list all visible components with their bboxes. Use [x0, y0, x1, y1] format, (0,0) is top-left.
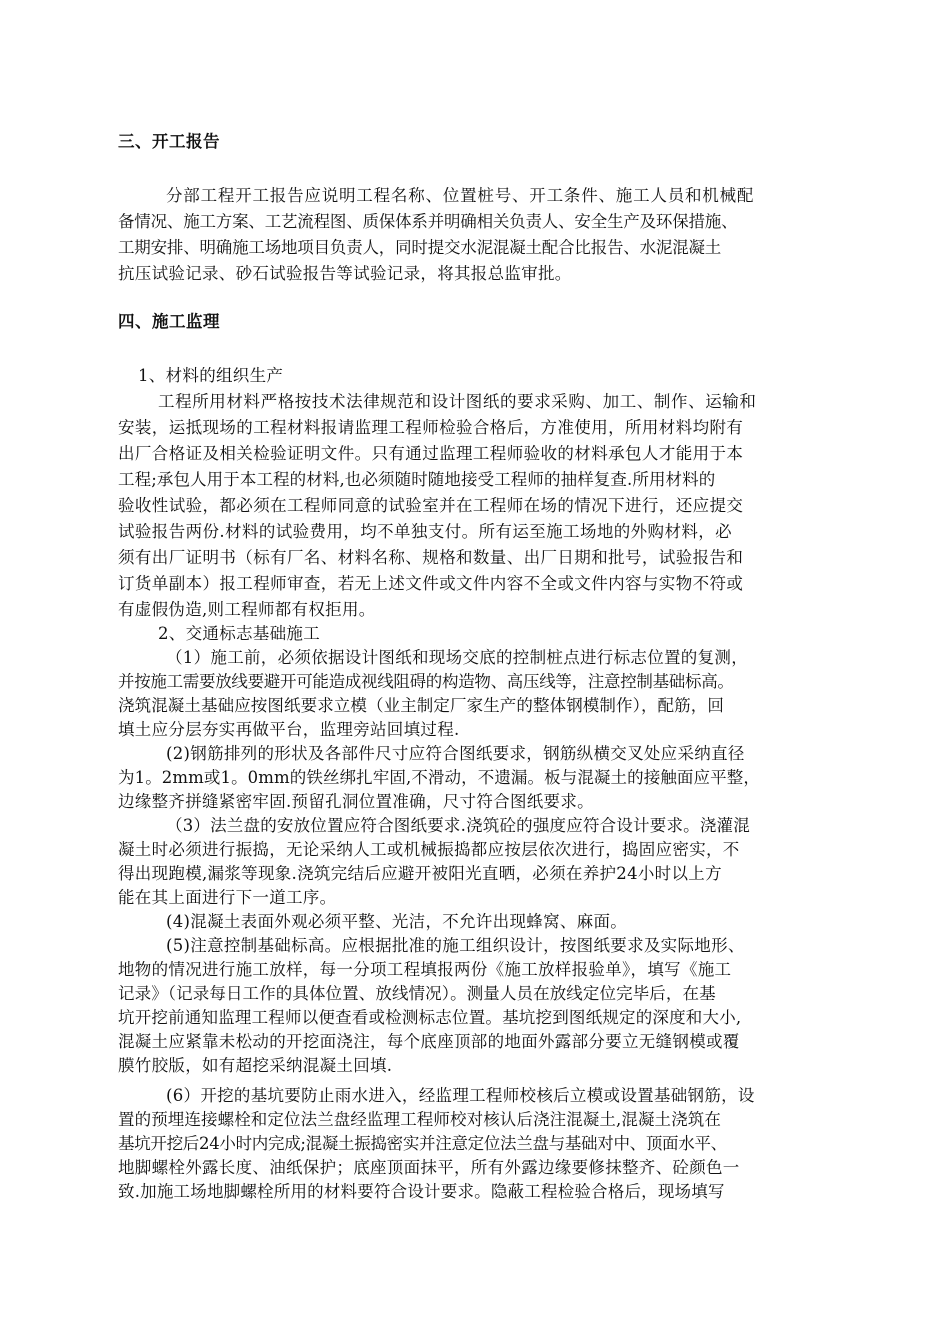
- paragraph-line: 工程所用材料严格按技术法律规范和设计图纸的要求采购、加工、制作、运输和: [158, 392, 757, 411]
- paragraph-line: 坑开挖前通知监理工程师以便查看或检测标志位置。基坑挖到图纸规定的深度和大小,: [118, 1008, 742, 1027]
- paragraph-line: 分部工程开工报告应说明工程名称、位置桩号、开工条件、施工人员和机械配: [166, 186, 755, 205]
- paragraph-line: 出厂合格证及相关检验证明文件。只有通过监理工程师验收的材料承包人才能用于本: [118, 444, 744, 463]
- subsection-title: 2、交通标志基础施工: [158, 624, 320, 643]
- paragraph-line: 安装，运抵现场的工程材料报请监理工程师检验合格后，方准使用，所用材料均附有: [118, 418, 744, 437]
- subsection-title: 1、材料的组织生产: [138, 366, 284, 385]
- paragraph-line: 抗压试验记录、砂石试验报告等试验记录，将其报总监审批。: [118, 264, 572, 283]
- paragraph-line: 为1。2mm或1。0mm的铁丝绑扎牢固,不滑动，不遗漏。板与混凝土的接触面应平整，: [118, 768, 760, 787]
- paragraph-line: 致.加施工场地脚螺栓所用的材料要符合设计要求。隐蔽工程检验合格后，现场填写: [118, 1182, 725, 1201]
- paragraph-line: 得出现跑模,漏浆等现象.浇筑完结后应避开被阳光直晒，必须在养护24小时以上方: [118, 864, 722, 883]
- paragraph-line: (4)混凝土表面外观必须平整、光洁，不允许出现蜂窝、麻面。: [166, 912, 628, 931]
- paragraph-line: （3）法兰盘的安放位置应符合图纸要求.浇筑砼的强度应符合设计要求。浇灌混: [166, 816, 750, 835]
- paragraph-line: 边缘整齐拼缝紧密牢固.预留孔洞位置准确，尺寸符合图纸要求。: [118, 792, 594, 811]
- paragraph-line: (5)注意控制基础标高。应根据批准的施工组织设计，按图纸要求及实际地形、: [166, 936, 745, 955]
- paragraph-line: 验收性试验，都必须在工程师同意的试验室并在工程师在场的情况下进行，还应提交: [118, 496, 744, 515]
- paragraph-line: 工期安排、明确施工场地项目负责人，同时提交水泥混凝土配合比报告、水泥混凝土: [118, 238, 722, 257]
- paragraph-line: 地脚螺栓外露长度、油纸保护；底座顶面抹平，所有外露边缘要修抹整齐、砼颜色一: [118, 1158, 740, 1177]
- paragraph-line: 须有出厂证明书（标有厂名、材料名称、规格和数量、出厂日期和批号，试验报告和: [118, 548, 744, 567]
- paragraph-line: (2)钢筋排列的形状及各部件尺寸应符合图纸要求，钢筋纵横交叉处应采纳直径: [166, 744, 745, 763]
- section-heading-jianli: 四、施工监理: [118, 312, 220, 331]
- paragraph-line: 记录》（记录每日工作的具体位置、放线情况）。测量人员在放线定位完毕后，在基: [118, 984, 716, 1003]
- paragraph-line: 订货单副本）报工程师审查，若无上述文件或文件内容不全或文件内容与实物不符或: [118, 574, 744, 593]
- paragraph-line: 混凝土应紧靠未松动的开挖面浇注，每个底座顶部的地面外露部分要立无缝钢模或覆: [118, 1032, 740, 1051]
- paragraph-line: （1）施工前，必须依据设计图纸和现场交底的控制桩点进行标志位置的复测，: [166, 648, 748, 667]
- paragraph-line: (6）开挖的基坑要防止雨水进入，经监理工程师校核后立模或设置基础钢筋，设: [166, 1086, 755, 1105]
- section-heading-kaigong: 三、开工报告: [118, 132, 220, 151]
- paragraph-line: 地物的情况进行施工放样，每一分项工程填报两份《施工放样报验单》，填写《施工: [118, 960, 732, 979]
- paragraph-line: 备情况、施工方案、工艺流程图、质保体系并明确相关负责人、安全生产及环保措施、: [118, 212, 738, 231]
- paragraph-line: 能在其上面进行下一道工序。: [118, 888, 337, 907]
- paragraph-line: 填土应分层夯实再做平台，监理旁站回填过程.: [118, 720, 460, 739]
- paragraph-line: 置的预埋连接螺栓和定位法兰盘经监理工程师校对核认后浇注混凝土,混凝土浇筑在: [118, 1110, 721, 1129]
- paragraph-line: 并按施工需要放线要避开可能造成视线阻碍的构造物、高压线等，注意控制基础标高。: [118, 672, 734, 691]
- paragraph-line: 试验报告两份.材料的试验费用，均不单独支付。所有运至施工场地的外购材料，必: [118, 522, 733, 541]
- paragraph-line: 膜竹胶版，如有超挖采纳混凝土回填.: [118, 1056, 393, 1075]
- paragraph-line: 浇筑混凝土基础应按图纸要求立模（业主制定厂家生产的整体钢模制作），配筋，回: [118, 696, 724, 715]
- paragraph-line: 工程;承包人用于本工程的材料,也必须随时随地接受工程师的抽样复查.所用材料的: [118, 470, 716, 489]
- paragraph-line: 基坑开挖后24小时内完成;混凝土振捣密实并注意定位法兰盘与基础对中、顶面水平、: [118, 1134, 727, 1153]
- paragraph-line: 有虚假伪造,则工程师都有权拒用。: [118, 600, 376, 619]
- paragraph-line: 凝土时必须进行振捣，无论采纳人工或机械振捣都应按层依次进行，捣固应密实，不: [118, 840, 740, 859]
